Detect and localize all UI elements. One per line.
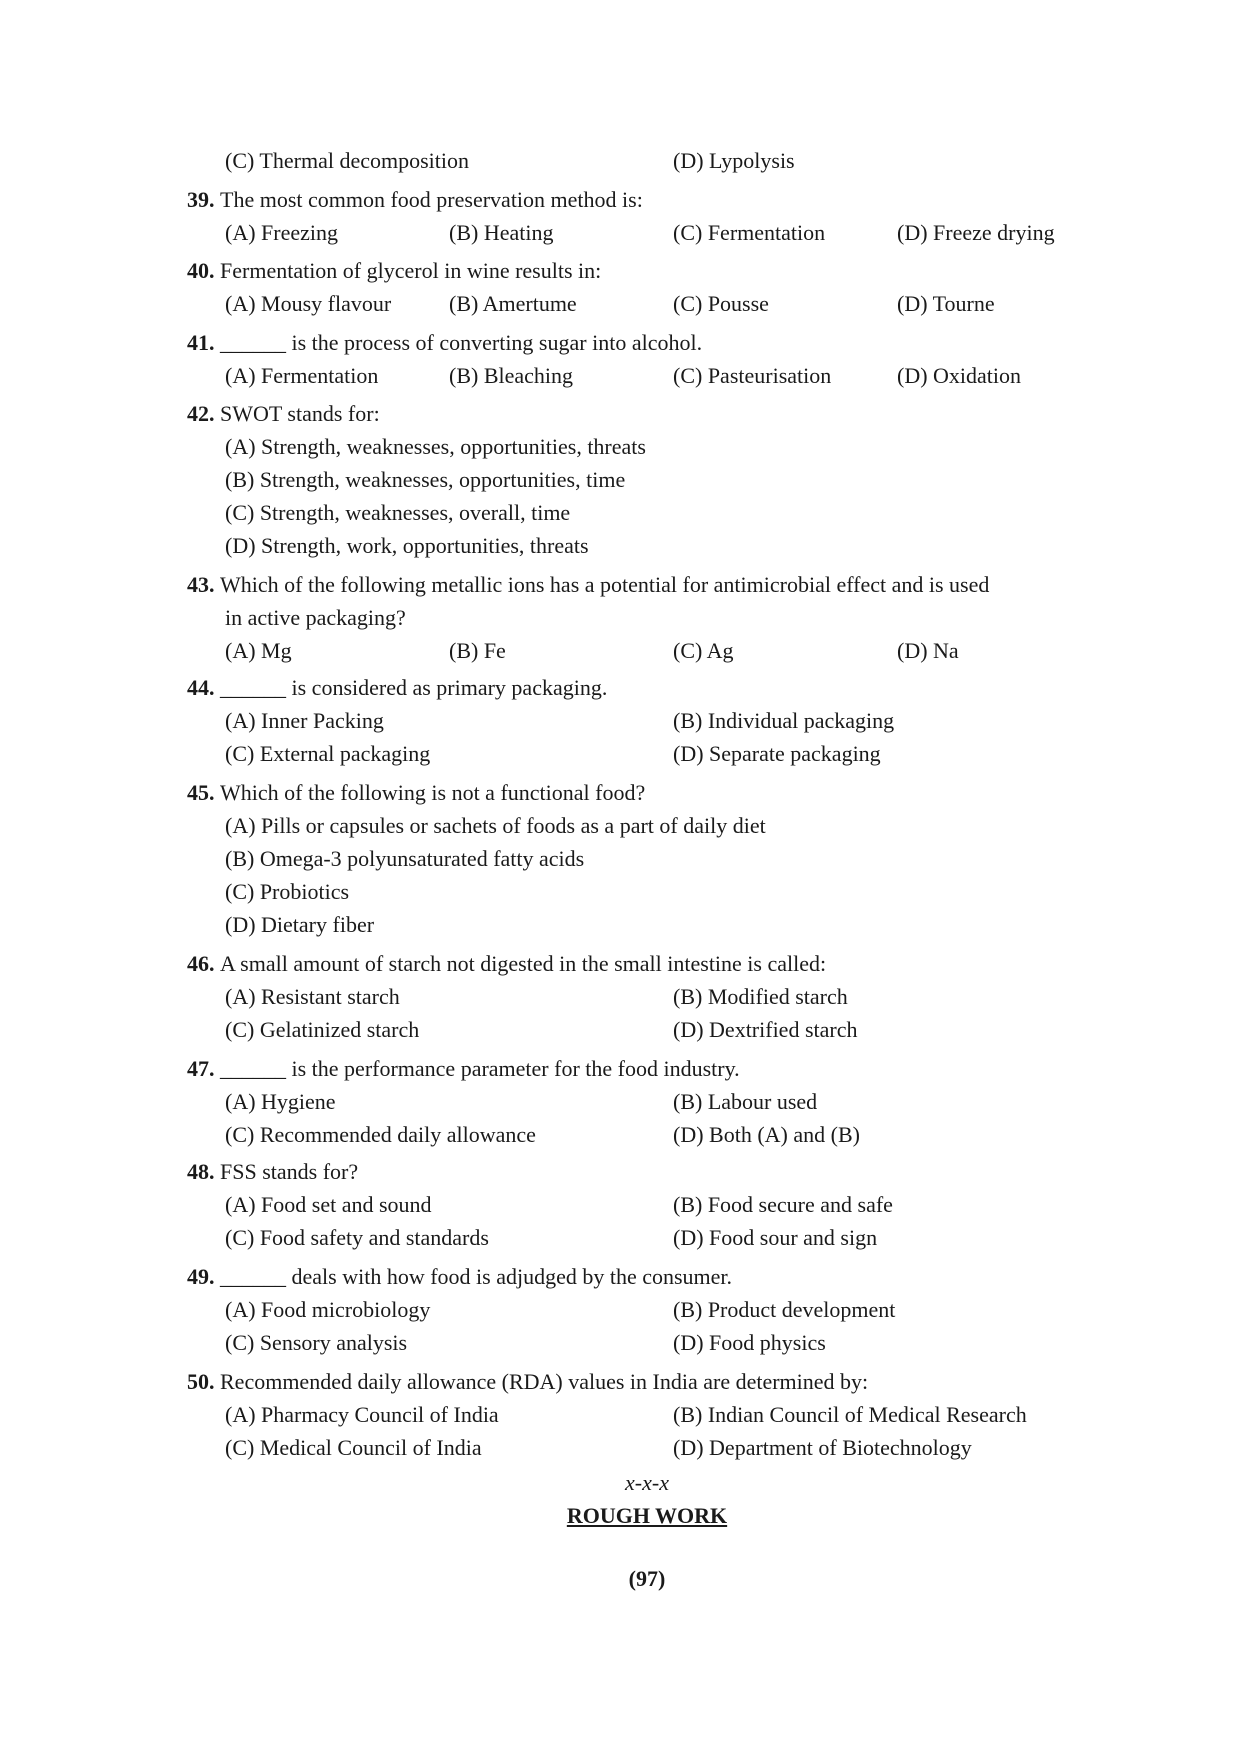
option-d: (D) Tourne — [897, 291, 995, 316]
option-d: (D) Dietary fiber — [225, 912, 375, 937]
question-stem — [187, 183, 1107, 216]
options-row — [187, 1326, 1107, 1359]
option-b: (B) Indian Council of Medical Research — [673, 1402, 1027, 1427]
option-b: (B) Labour used — [673, 1089, 818, 1114]
question-number: 50. — [187, 1369, 220, 1394]
question-49 — [187, 1260, 1107, 1359]
question-text: Which of the following is not a functional food? — [220, 780, 646, 805]
option-d: (D) Food physics — [673, 1330, 826, 1355]
options-row — [187, 634, 1107, 667]
question-48 — [187, 1155, 1107, 1254]
rough-work-heading: ROUGH WORK — [566, 1503, 728, 1528]
option-d: (D) Both (A) and (B) — [673, 1122, 860, 1147]
question-number: 42. — [187, 401, 220, 426]
option-b: (B) Bleaching — [449, 363, 574, 388]
question-number: 44. — [187, 675, 220, 700]
question-40 — [187, 254, 1107, 320]
option-d: (D) Separate packaging — [673, 741, 881, 766]
question-text: A small amount of starch not digested in the small intestine is called: — [220, 951, 827, 976]
option-d: (D) Dextrified starch — [673, 1017, 858, 1042]
option-b: (B) Individual packaging — [673, 708, 895, 733]
question-text: ______ is considered as primary packaging. — [220, 675, 608, 700]
question-stem — [187, 1260, 1107, 1293]
question-number: 49. — [187, 1264, 220, 1289]
option-b: (B) Amertume — [449, 291, 577, 316]
option-d: (D) Strength, work, opportunities, threats — [225, 533, 589, 558]
option-b: (B) Fe — [449, 638, 506, 663]
question-stem — [187, 254, 1107, 287]
options-row — [187, 1085, 1107, 1118]
option-d: (D) Freeze drying — [897, 220, 1055, 245]
question-text: Fermentation of glycerol in wine results in: — [220, 258, 602, 283]
question-number: 48. — [187, 1159, 220, 1184]
option-a: (A) Freezing — [225, 220, 339, 245]
option-b: (B) Modified starch — [673, 984, 848, 1009]
option-c: (C) Recommended daily allowance — [225, 1122, 536, 1147]
question-stem — [187, 1155, 1107, 1188]
question-number: 39. — [187, 187, 220, 212]
question-46 — [187, 947, 1107, 1046]
question-text: FSS stands for? — [220, 1159, 359, 1184]
option-c: (C) Medical Council of India — [225, 1435, 482, 1460]
question-43 — [187, 568, 1107, 667]
option-a: (A) Strength, weaknesses, opportunities, threats — [225, 434, 646, 459]
question-50 — [187, 1365, 1107, 1464]
question-stem — [187, 326, 1107, 359]
question-stem — [187, 947, 1107, 980]
option-a: (A) Food set and sound — [225, 1192, 432, 1217]
question-number: 40. — [187, 258, 220, 283]
options-row — [187, 704, 1107, 737]
option-a: (A) Food microbiology — [225, 1297, 431, 1322]
option-c: (C) Pasteurisation — [673, 363, 832, 388]
options-row — [187, 216, 1107, 249]
options-row — [187, 287, 1107, 320]
option-c: (C) Pousse — [673, 291, 769, 316]
options-row — [187, 1188, 1107, 1221]
question-44 — [187, 671, 1107, 770]
option-b: (B) Strength, weaknesses, opportunities, time — [225, 467, 626, 492]
option-a: (A) Inner Packing — [225, 708, 384, 733]
option-d: (D) Food sour and sign — [673, 1225, 878, 1250]
question-text-continued: in active packaging? — [225, 605, 406, 630]
question-45 — [187, 776, 1107, 941]
option-d: (D) Department of Biotechnology — [673, 1435, 972, 1460]
question-47 — [187, 1052, 1107, 1151]
options-row — [187, 980, 1107, 1013]
options-row — [187, 1013, 1107, 1046]
option-a: (A) Resistant starch — [225, 984, 400, 1009]
question-41 — [187, 326, 1107, 392]
option-c: (C) Thermal decomposition — [225, 148, 469, 173]
options-row — [187, 1398, 1107, 1431]
option-a: (A) Pills or capsules or sachets of foods as a part of daily diet — [225, 813, 766, 838]
option-c: (C) Sensory analysis — [225, 1330, 408, 1355]
question-text: Which of the following metallic ions has a potential for antimicrobial effect and is used — [220, 572, 990, 597]
option-c: (C) Ag — [673, 638, 734, 663]
question-stem — [187, 568, 1107, 601]
question-number: 45. — [187, 780, 220, 805]
question-number: 46. — [187, 951, 220, 976]
question-text: ______ is the process of converting sugar into alcohol. — [220, 330, 703, 355]
question-stem — [187, 1052, 1107, 1085]
option-c: (C) Food safety and standards — [225, 1225, 489, 1250]
question-number: 47. — [187, 1056, 220, 1081]
option-a: (A) Hygiene — [225, 1089, 336, 1114]
question-stem — [187, 776, 1107, 809]
page-number: (97) — [628, 1566, 666, 1591]
option-b: (B) Product development — [673, 1297, 896, 1322]
question-number: 41. — [187, 330, 220, 355]
question-39 — [187, 183, 1107, 249]
option-d: (D) Na — [897, 638, 959, 663]
question-number: 43. — [187, 572, 220, 597]
question-text: The most common food preservation method is: — [220, 187, 643, 212]
option-a: (A) Pharmacy Council of India — [225, 1402, 499, 1427]
option-b: (B) Omega-3 polyunsaturated fatty acids — [225, 846, 585, 871]
option-b: (B) Heating — [449, 220, 554, 245]
option-c: (C) Fermentation — [673, 220, 826, 245]
options-row — [187, 1431, 1107, 1464]
question-text: SWOT stands for: — [220, 401, 380, 426]
question-text: Recommended daily allowance (RDA) values in India are determined by: — [220, 1369, 869, 1394]
question-stem — [187, 1365, 1107, 1398]
carryover-options — [187, 144, 1107, 177]
option-d: (D) Lypolysis — [673, 148, 795, 173]
option-a: (A) Fermentation — [225, 363, 379, 388]
options-row — [187, 1118, 1107, 1151]
options-row — [187, 737, 1107, 770]
option-c: (C) Strength, weaknesses, overall, time — [225, 500, 571, 525]
option-c: (C) External packaging — [225, 741, 431, 766]
question-text: ______ is the performance parameter for the food industry. — [220, 1056, 740, 1081]
question-text: ______ deals with how food is adjudged by the consumer. — [220, 1264, 733, 1289]
options-row — [187, 359, 1107, 392]
options-row — [187, 1293, 1107, 1326]
end-mark: x-x-x — [625, 1470, 669, 1495]
question-42 — [187, 397, 1107, 562]
option-c: (C) Gelatinized starch — [225, 1017, 420, 1042]
option-d: (D) Oxidation — [897, 363, 1022, 388]
option-a: (A) Mousy flavour — [225, 291, 392, 316]
options-row — [187, 1221, 1107, 1254]
question-stem — [187, 397, 1107, 430]
question-stem — [187, 671, 1107, 704]
option-c: (C) Probiotics — [225, 879, 350, 904]
exam-page — [187, 144, 1107, 1595]
option-a: (A) Mg — [225, 638, 292, 663]
option-b: (B) Food secure and safe — [673, 1192, 893, 1217]
